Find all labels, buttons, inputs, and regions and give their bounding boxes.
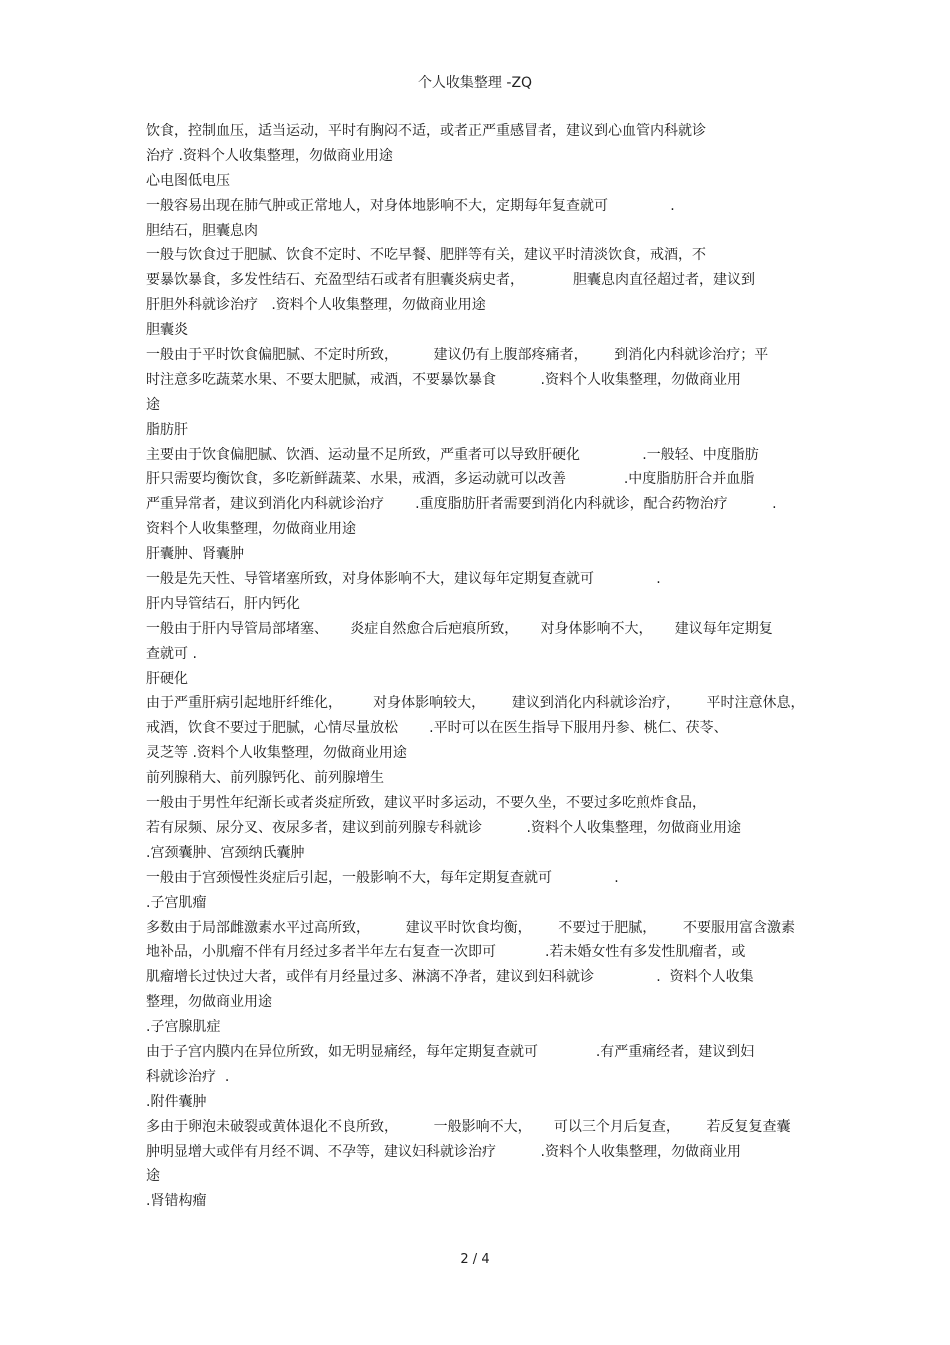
page-header: 个人收集整理 -ZQ: [417, 75, 533, 91]
text-line: 多数由于局部雌激素水平过高所致， 建议平时饮食均衡， 不要过于肥腻， 不要服用富含激素: [146, 919, 796, 936]
text-line: 饮食，控制血压，适当运动，平时有胸闷不适，或者正严重感冒者，建议到心血管内科就诊: [146, 123, 706, 139]
text-line: 治疗 .资料个人收集整理，勿做商业用途: [146, 147, 393, 164]
text-line: 途: [146, 1168, 160, 1185]
page-number: 2 / 4: [460, 1252, 490, 1267]
text-line: 前列腺稍大、前列腺钙化、前列腺增生: [146, 770, 384, 787]
text-line: 肝胆外科就诊治疗 .资料个人收集整理，勿做商业用途: [146, 297, 486, 314]
text-line: 胆结石，胆囊息肉: [146, 222, 258, 239]
text-line: 一般容易出现在肺气肿或正常地人，对身体地影响不大，定期每年复查就可 .: [146, 197, 675, 214]
text-line: .肾错构瘤: [146, 1193, 207, 1210]
text-line: 查就可 .: [146, 645, 197, 662]
text-line: .附件囊肿: [146, 1093, 207, 1110]
text-line: 要暴饮暴食，多发性结石、充盈型结石或者有胆囊炎病史者， 胆囊息肉直径超过者，建议到: [146, 272, 755, 289]
text-line: .子宫肌瘤: [146, 894, 207, 911]
text-line: 肿明显增大或伴有月经不调、不孕等，建议妇科就诊治疗 .资料个人收集整理，勿做商业用: [146, 1143, 741, 1160]
text-line: 多由于卵泡未破裂或黄体退化不良所致， 一般影响不大， 可以三个月后复查， 若反复复查囊: [146, 1118, 791, 1135]
text-line: 时注意多吃蔬菜水果、不要太肥腻，戒酒，不要暴饮暴食 .资料个人收集整理，勿做商业用: [146, 371, 741, 388]
text-line: 一般由于肝内导管局部堵塞、 炎症自然愈合后疤痕所致， 对身体影响不大， 建议每年定期复: [146, 620, 773, 637]
text-line: 灵芝等 .资料个人收集整理，勿做商业用途: [146, 745, 407, 762]
text-line: 肝囊肿、肾囊肿: [146, 546, 244, 563]
text-line: 严重异常者，建议到消化内科就诊治疗 .重度脂肪肝者需要到消化内科就诊，配合药物治疗 .: [146, 496, 777, 513]
text-line: 由于严重肝病引起地肝纤维化， 对身体影响较大， 建议到消化内科就诊治疗， 平时注意休息，: [146, 695, 805, 712]
text-line: 一般由于宫颈慢性炎症后引起，一般影响不大，每年定期复查就可 .: [146, 869, 619, 886]
text-line: 整理，勿做商业用途: [146, 994, 272, 1011]
text-line: 途: [146, 396, 160, 413]
text-line: 脂肪肝: [146, 421, 188, 438]
text-line: 一般由于男性年纪渐长或者炎症所致，建议平时多运动，不要久坐，不要过多吃煎炸食品，: [146, 795, 706, 812]
text-line: 一般与饮食过于肥腻、饮食不定时、不吃早餐、肥胖等有关，建议平时清淡饮食，戒酒，不: [146, 247, 706, 264]
text-line: 地补品，小肌瘤不伴有月经过多者半年左右复查一次即可 .若未婚女性有多发性肌瘤者，或: [146, 944, 746, 961]
text-line: 若有尿频、尿分叉、夜尿多者，建议到前列腺专科就诊 .资料个人收集整理，勿做商业用途: [146, 819, 741, 836]
text-line: 由于子宫内膜内在异位所致，如无明显痛经，每年定期复查就可 .有严重痛经者，建议到妇: [146, 1043, 755, 1060]
text-line: 肝内导管结石，肝内钙化: [146, 595, 300, 612]
text-line: .子宫腺肌症: [146, 1019, 221, 1036]
text-line: 胆囊炎: [146, 322, 188, 339]
text-line: 一般由于平时饮食偏肥腻、不定时所致， 建议仍有上腹部疼痛者， 到消化内科就诊治疗；平: [146, 347, 769, 364]
document-body: [146, 119, 806, 1214]
text-line: .宫颈囊肿、宫颈纳氏囊肿: [146, 844, 305, 861]
text-line: 心电图低电压: [146, 172, 230, 189]
text-line: 主要由于饮食偏肥腻、饮酒、运动量不足所致，严重者可以导致肝硬化 .一般轻、中度脂肪: [146, 446, 759, 463]
text-line: 科就诊治疗 .: [146, 1068, 230, 1085]
text-line: 肌瘤增长过快过大者，或伴有月经量过多、淋漓不净者，建议到妇科就诊 . 资料个人收集: [146, 969, 754, 986]
text-line: 一般是先天性、导管堵塞所致，对身体影响不大，建议每年定期复查就可 .: [146, 571, 661, 588]
text-line: 戒酒，饮食不要过于肥腻，心情尽量放松 .平时可以在医生指导下服用丹参、桃仁、茯苓、: [146, 720, 728, 737]
text-line: 肝硬化: [146, 670, 188, 687]
text-line: 肝只需要均衡饮食，多吃新鲜蔬菜、水果，戒酒，多运动就可以改善 .中度脂肪肝合并血脂: [146, 471, 755, 488]
text-line: 资料个人收集整理，勿做商业用途: [146, 521, 356, 538]
